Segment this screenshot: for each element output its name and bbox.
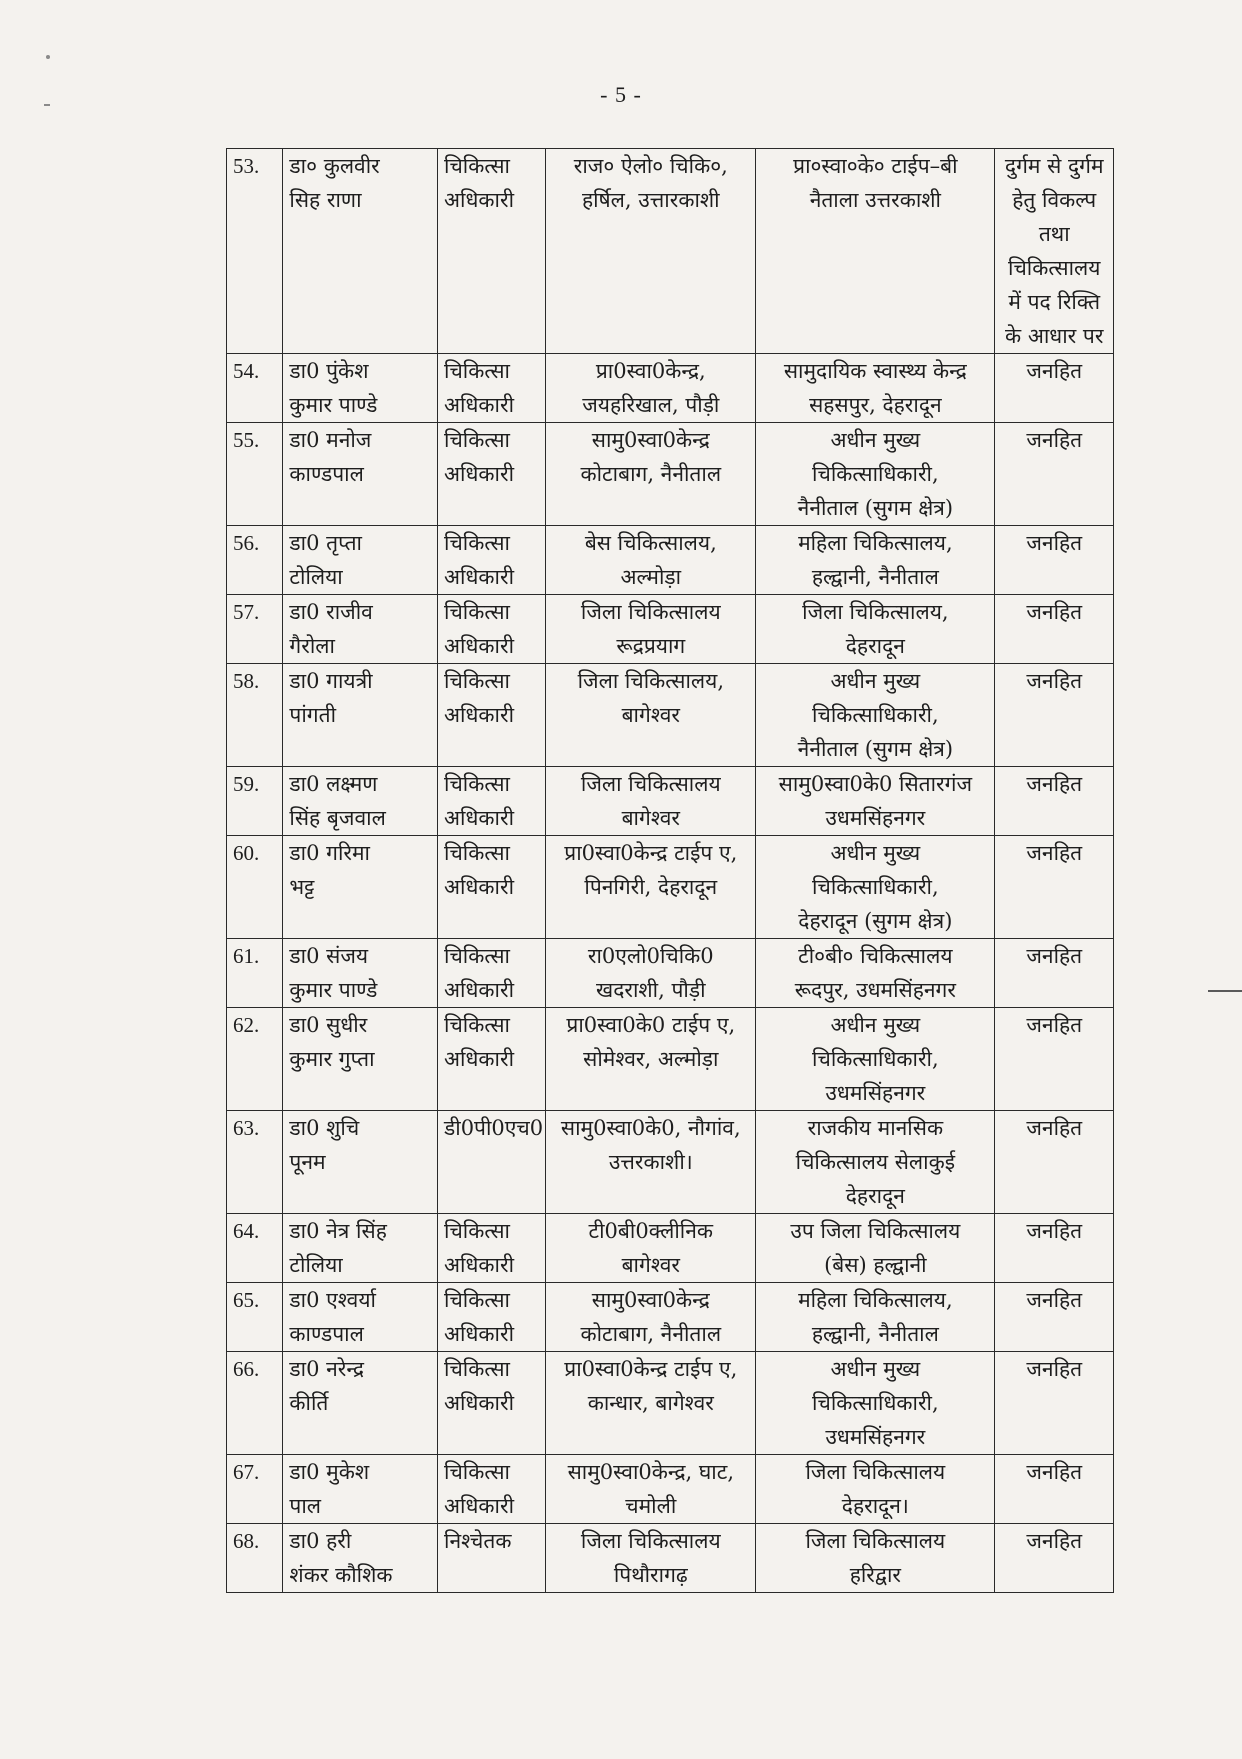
new-posting-cell: सामु0स्वा0के0 सितारगंज उधमसिंहनगर	[756, 767, 995, 836]
designation-cell: डी0पी0एच0	[438, 1111, 546, 1214]
current-posting-cell: बेस चिकित्सालय, अल्मोड़ा	[546, 526, 756, 595]
current-posting-cell: सामु0स्वा0केन्द्र, घाट, चमोली	[546, 1455, 756, 1524]
table-row	[227, 1524, 1114, 1593]
new-posting-cell: जिला चिकित्सालय हरिद्वार	[756, 1524, 995, 1593]
serial-number-cell: 63.	[227, 1111, 283, 1214]
current-posting-cell: प्रा0स्वा0केन्द्र टाईप ए, कान्धार, बागेश्वर	[546, 1352, 756, 1455]
transfer-reason-cell: जनहित	[995, 423, 1114, 526]
officer-name-cell: डा0 हरी शंकर कौशिक	[283, 1524, 438, 1593]
table-row	[227, 1111, 1114, 1214]
designation-cell: चिकित्सा अधिकारी	[438, 767, 546, 836]
officer-name-cell: डा0 संजय कुमार पाण्डे	[283, 939, 438, 1008]
new-posting-cell: उप जिला चिकित्सालय (बेस) हल्द्वानी	[756, 1214, 995, 1283]
new-posting-cell: अधीन मुख्य चिकित्साधिकारी, उधमसिंहनगर	[756, 1352, 995, 1455]
transfer-reason-cell: जनहित	[995, 836, 1114, 939]
designation-cell: चिकित्सा अधिकारी	[438, 1283, 546, 1352]
serial-number-cell: 59.	[227, 767, 283, 836]
new-posting-cell: राजकीय मानसिक चिकित्सालय सेलाकुई देहरादून	[756, 1111, 995, 1214]
new-posting-cell: जिला चिकित्सालय, देहरादून	[756, 595, 995, 664]
transfer-reason-cell: जनहित	[995, 354, 1114, 423]
officer-name-cell: डा0 नेत्र सिंह टोलिया	[283, 1214, 438, 1283]
transfer-reason-cell: जनहित	[995, 939, 1114, 1008]
serial-number-cell: 56.	[227, 526, 283, 595]
page-number: - 5 -	[600, 82, 642, 107]
serial-number-cell: 61.	[227, 939, 283, 1008]
serial-number-cell: 55.	[227, 423, 283, 526]
designation-cell: चिकित्सा अधिकारी	[438, 1455, 546, 1524]
new-posting-cell: प्रा०स्वा०के० टाईप–बी नैताला उत्तरकाशी	[756, 149, 995, 354]
new-posting-cell: अधीन मुख्य चिकित्साधिकारी, उधमसिंहनगर	[756, 1008, 995, 1111]
transfer-reason-cell: जनहित	[995, 1524, 1114, 1593]
designation-cell: चिकित्सा अधिकारी	[438, 1352, 546, 1455]
serial-number-cell: 62.	[227, 1008, 283, 1111]
transfer-reason-cell: जनहित	[995, 1283, 1114, 1352]
current-posting-cell: जिला चिकित्सालय रूद्रप्रयाग	[546, 595, 756, 664]
new-posting-cell: अधीन मुख्य चिकित्साधिकारी, नैनीताल (सुगम क्षेत्र)	[756, 423, 995, 526]
transfer-table	[226, 148, 1114, 1593]
designation-cell: निश्चेतक	[438, 1524, 546, 1593]
scan-mark-edge	[1208, 990, 1242, 992]
officer-name-cell: डा0 पुंकेश कुमार पाण्डे	[283, 354, 438, 423]
designation-cell: चिकित्सा अधिकारी	[438, 1008, 546, 1111]
designation-cell: चिकित्सा अधिकारी	[438, 836, 546, 939]
serial-number-cell: 60.	[227, 836, 283, 939]
table-body	[227, 149, 1114, 1593]
officer-name-cell: डा0 लक्ष्मण सिंह बृजवाल	[283, 767, 438, 836]
serial-number-cell: 54.	[227, 354, 283, 423]
table-row	[227, 664, 1114, 767]
designation-cell: चिकित्सा अधिकारी	[438, 939, 546, 1008]
officer-name-cell: डा0 राजीव गैरोला	[283, 595, 438, 664]
new-posting-cell: अधीन मुख्य चिकित्साधिकारी, देहरादून (सुगम क्षेत्र)	[756, 836, 995, 939]
current-posting-cell: राज० ऐलो० चिकि०, हर्षिल, उत्तारकाशी	[546, 149, 756, 354]
officer-name-cell: डा0 गरिमा भट्ट	[283, 836, 438, 939]
current-posting-cell: जिला चिकित्सालय, बागेश्वर	[546, 664, 756, 767]
table-row	[227, 1008, 1114, 1111]
table-row	[227, 595, 1114, 664]
table-row	[227, 767, 1114, 836]
current-posting-cell: जिला चिकित्सालय पिथौरागढ़	[546, 1524, 756, 1593]
current-posting-cell: प्रा0स्वा0केन्द्र, जयहरिखाल, पौड़ी	[546, 354, 756, 423]
transfer-reason-cell: जनहित	[995, 1455, 1114, 1524]
designation-cell: चिकित्सा अधिकारी	[438, 354, 546, 423]
current-posting-cell: रा0एलो0चिकि0 खदराशी, पौड़ी	[546, 939, 756, 1008]
serial-number-cell: 68.	[227, 1524, 283, 1593]
serial-number-cell: 53.	[227, 149, 283, 354]
designation-cell: चिकित्सा अधिकारी	[438, 423, 546, 526]
serial-number-cell: 65.	[227, 1283, 283, 1352]
serial-number-cell: 66.	[227, 1352, 283, 1455]
current-posting-cell: जिला चिकित्सालय बागेश्वर	[546, 767, 756, 836]
officer-name-cell: डा0 सुधीर कुमार गुप्ता	[283, 1008, 438, 1111]
serial-number-cell: 58.	[227, 664, 283, 767]
new-posting-cell: अधीन मुख्य चिकित्साधिकारी, नैनीताल (सुगम क्षेत्र)	[756, 664, 995, 767]
transfer-reason-cell: जनहित	[995, 1214, 1114, 1283]
current-posting-cell: प्रा0स्वा0के0 टाईप ए, सोमेश्वर, अल्मोड़ा	[546, 1008, 756, 1111]
designation-cell: चिकित्सा अधिकारी	[438, 149, 546, 354]
current-posting-cell: सामु0स्वा0केन्द्र कोटाबाग, नैनीताल	[546, 423, 756, 526]
table-row	[227, 1283, 1114, 1352]
new-posting-cell: टी०बी० चिकित्सालय रूदपुर, उधमसिंहनगर	[756, 939, 995, 1008]
table-row	[227, 149, 1114, 354]
transfer-reason-cell: दुर्गम से दुर्गम हेतु विकल्प तथा चिकित्सालय में पद रिक्ति के आधार पर	[995, 149, 1114, 354]
officer-name-cell: डा0 तृप्ता टोलिया	[283, 526, 438, 595]
table-row	[227, 1352, 1114, 1455]
new-posting-cell: महिला चिकित्सालय, हल्द्वानी, नैनीताल	[756, 526, 995, 595]
transfer-reason-cell: जनहित	[995, 664, 1114, 767]
officer-name-cell: डा0 गायत्री पांगती	[283, 664, 438, 767]
designation-cell: चिकित्सा अधिकारी	[438, 1214, 546, 1283]
table-row	[227, 526, 1114, 595]
current-posting-cell: प्रा0स्वा0केन्द्र टाईप ए, पिनगिरी, देहरादून	[546, 836, 756, 939]
table-row	[227, 1455, 1114, 1524]
transfer-reason-cell: जनहित	[995, 1008, 1114, 1111]
scan-mark-dot	[46, 55, 50, 59]
officer-name-cell: डा0 मनोज काण्डपाल	[283, 423, 438, 526]
table-row	[227, 939, 1114, 1008]
designation-cell: चिकित्सा अधिकारी	[438, 526, 546, 595]
officer-name-cell: डा0 एश्वर्या काण्डपाल	[283, 1283, 438, 1352]
new-posting-cell: जिला चिकित्सालय देहरादून।	[756, 1455, 995, 1524]
transfer-reason-cell: जनहित	[995, 767, 1114, 836]
serial-number-cell: 67.	[227, 1455, 283, 1524]
transfer-reason-cell: जनहित	[995, 1352, 1114, 1455]
table-row	[227, 1214, 1114, 1283]
table-row	[227, 423, 1114, 526]
table-row	[227, 354, 1114, 423]
designation-cell: चिकित्सा अधिकारी	[438, 595, 546, 664]
transfer-reason-cell: जनहित	[995, 1111, 1114, 1214]
new-posting-cell: सामुदायिक स्वास्थ्य केन्द्र सहसपुर, देहरादून	[756, 354, 995, 423]
table-row	[227, 836, 1114, 939]
new-posting-cell: महिला चिकित्सालय, हल्द्वानी, नैनीताल	[756, 1283, 995, 1352]
transfer-reason-cell: जनहित	[995, 595, 1114, 664]
officer-name-cell: डा0 शुचि पूनम	[283, 1111, 438, 1214]
officer-name-cell: डा0 मुकेश पाल	[283, 1455, 438, 1524]
current-posting-cell: सामु0स्वा0के0, नौगांव, उत्तरकाशी।	[546, 1111, 756, 1214]
current-posting-cell: सामु0स्वा0केन्द्र कोटाबाग, नैनीताल	[546, 1283, 756, 1352]
current-posting-cell: टी0बी0क्लीनिक बागेश्वर	[546, 1214, 756, 1283]
officer-name-cell: डा0 नरेन्द्र कीर्ति	[283, 1352, 438, 1455]
transfer-reason-cell: जनहित	[995, 526, 1114, 595]
designation-cell: चिकित्सा अधिकारी	[438, 664, 546, 767]
serial-number-cell: 57.	[227, 595, 283, 664]
officer-name-cell: डा० कुलवीर सिह राणा	[283, 149, 438, 354]
serial-number-cell: 64.	[227, 1214, 283, 1283]
